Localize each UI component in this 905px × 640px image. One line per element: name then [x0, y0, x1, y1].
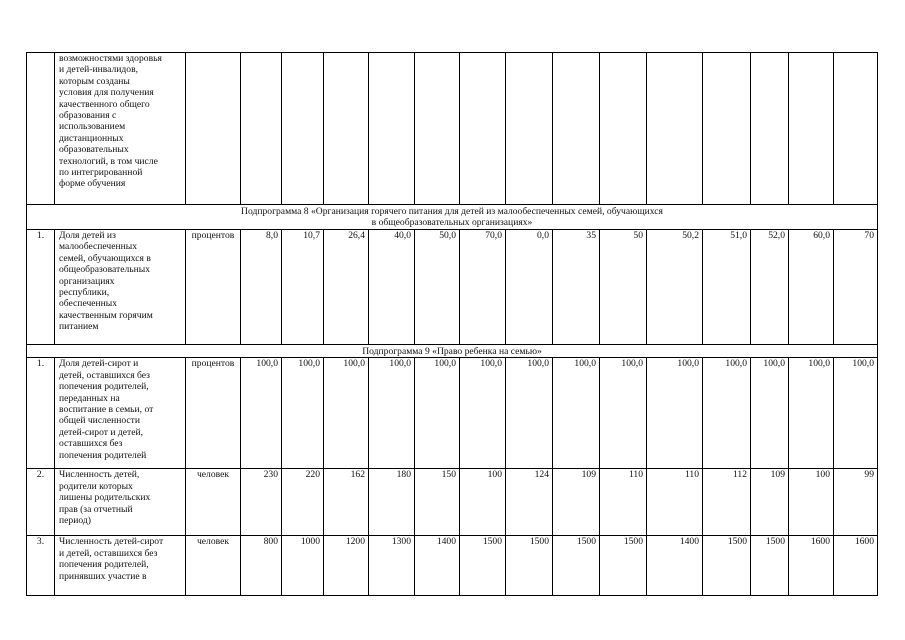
value-cell: 100,0 [415, 358, 460, 469]
indicator-name: Доля детей из малообеспеченных семей, обучающихся в общеобразовательных организациях республики, обеспеченных качественным горячим питанием [55, 230, 186, 345]
value-cell: 100,0 [369, 358, 415, 469]
value-cell: 800 [241, 536, 282, 596]
row-number [27, 53, 55, 205]
table-row [27, 358, 878, 469]
value-cell: 124 [506, 469, 553, 536]
value-cell: 100 [460, 469, 506, 536]
value-cell: 1300 [369, 536, 415, 596]
row-number: 1. [27, 230, 55, 345]
value-cell: 109 [751, 469, 789, 536]
subprogram-header-row [27, 205, 878, 230]
value-cell: 1200 [324, 536, 369, 596]
unit-cell: человек [186, 469, 241, 536]
value-cell [460, 53, 506, 205]
indicator-name: Доля детей-сирот и детей, оставшихся без попечения родителей, переданных на воспитание в семьи, от общей численности детей-сирот и детей, оставшихся без попечения родителей [55, 358, 186, 469]
value-cell: 1500 [460, 536, 506, 596]
value-cell: 51,0 [703, 230, 751, 345]
indicator-name: Численность детей, родители которых лишены родительских прав (за отчетный период) [55, 469, 186, 536]
value-cell: 100,0 [282, 358, 324, 469]
value-cell [751, 53, 789, 205]
value-cell: 70 [834, 230, 878, 345]
value-cell: 50,0 [415, 230, 460, 345]
value-cell [369, 53, 415, 205]
unit-cell [186, 53, 241, 205]
value-cell: 1400 [415, 536, 460, 596]
value-cell: 0,0 [506, 230, 553, 345]
value-cell: 100,0 [506, 358, 553, 469]
value-cell [647, 53, 703, 205]
subprogram-title: Подпрограмма 9 «Право ребенка на семью» [27, 345, 878, 358]
value-cell [553, 53, 600, 205]
table-row [27, 536, 878, 596]
subprogram-title: Подпрограмма 8 «Организация горячего питания для детей из малообеспеченных семей, обучающихся в общеобразовательных организациях» [27, 205, 878, 230]
value-cell: 52,0 [751, 230, 789, 345]
value-cell: 10,7 [282, 230, 324, 345]
value-cell: 1600 [834, 536, 878, 596]
value-cell: 60,0 [789, 230, 834, 345]
value-cell: 1600 [789, 536, 834, 596]
value-cell: 8,0 [241, 230, 282, 345]
value-cell: 100,0 [600, 358, 647, 469]
value-cell: 40,0 [369, 230, 415, 345]
value-cell: 100,0 [834, 358, 878, 469]
value-cell: 100,0 [789, 358, 834, 469]
value-cell: 1500 [600, 536, 647, 596]
value-cell: 50 [600, 230, 647, 345]
value-cell: 1500 [751, 536, 789, 596]
value-cell: 112 [703, 469, 751, 536]
value-cell: 110 [600, 469, 647, 536]
table-row [27, 53, 878, 205]
indicator-name: Численность детей-сирот и детей, оставшихся без попечения родителей, принявших участие в [55, 536, 186, 596]
value-cell: 1500 [553, 536, 600, 596]
table-row [27, 469, 878, 536]
value-cell [600, 53, 647, 205]
value-cell: 100,0 [241, 358, 282, 469]
table-row [27, 230, 878, 345]
value-cell: 100,0 [751, 358, 789, 469]
row-number: 2. [27, 469, 55, 536]
value-cell: 70,0 [460, 230, 506, 345]
value-cell [415, 53, 460, 205]
unit-cell: процентов [186, 230, 241, 345]
value-cell [789, 53, 834, 205]
value-cell: 162 [324, 469, 369, 536]
value-cell: 1000 [282, 536, 324, 596]
value-cell [506, 53, 553, 205]
subprogram-header-row [27, 345, 878, 358]
value-cell: 100,0 [324, 358, 369, 469]
row-number: 3. [27, 536, 55, 596]
row-number: 1. [27, 358, 55, 469]
value-cell: 150 [415, 469, 460, 536]
value-cell: 35 [553, 230, 600, 345]
value-cell [703, 53, 751, 205]
value-cell: 100,0 [553, 358, 600, 469]
table-body [27, 53, 878, 596]
unit-cell: процентов [186, 358, 241, 469]
value-cell: 1400 [647, 536, 703, 596]
unit-cell: человек [186, 536, 241, 596]
value-cell [241, 53, 282, 205]
value-cell: 110 [647, 469, 703, 536]
value-cell: 99 [834, 469, 878, 536]
value-cell [324, 53, 369, 205]
value-cell [282, 53, 324, 205]
value-cell: 26,4 [324, 230, 369, 345]
indicator-name: возможностями здоровья и детей-инвалидов, которым созданы условия для получения качественного общего образования с использованием дистанционных образовательных технологий, в том числе по интегрированной форме обучения [55, 53, 186, 205]
value-cell: 100,0 [647, 358, 703, 469]
indicators-table [26, 52, 878, 596]
value-cell: 100,0 [703, 358, 751, 469]
value-cell: 100 [789, 469, 834, 536]
value-cell: 50,2 [647, 230, 703, 345]
value-cell: 180 [369, 469, 415, 536]
value-cell: 230 [241, 469, 282, 536]
value-cell: 1500 [703, 536, 751, 596]
value-cell: 109 [553, 469, 600, 536]
value-cell [834, 53, 878, 205]
value-cell: 100,0 [460, 358, 506, 469]
value-cell: 220 [282, 469, 324, 536]
value-cell: 1500 [506, 536, 553, 596]
